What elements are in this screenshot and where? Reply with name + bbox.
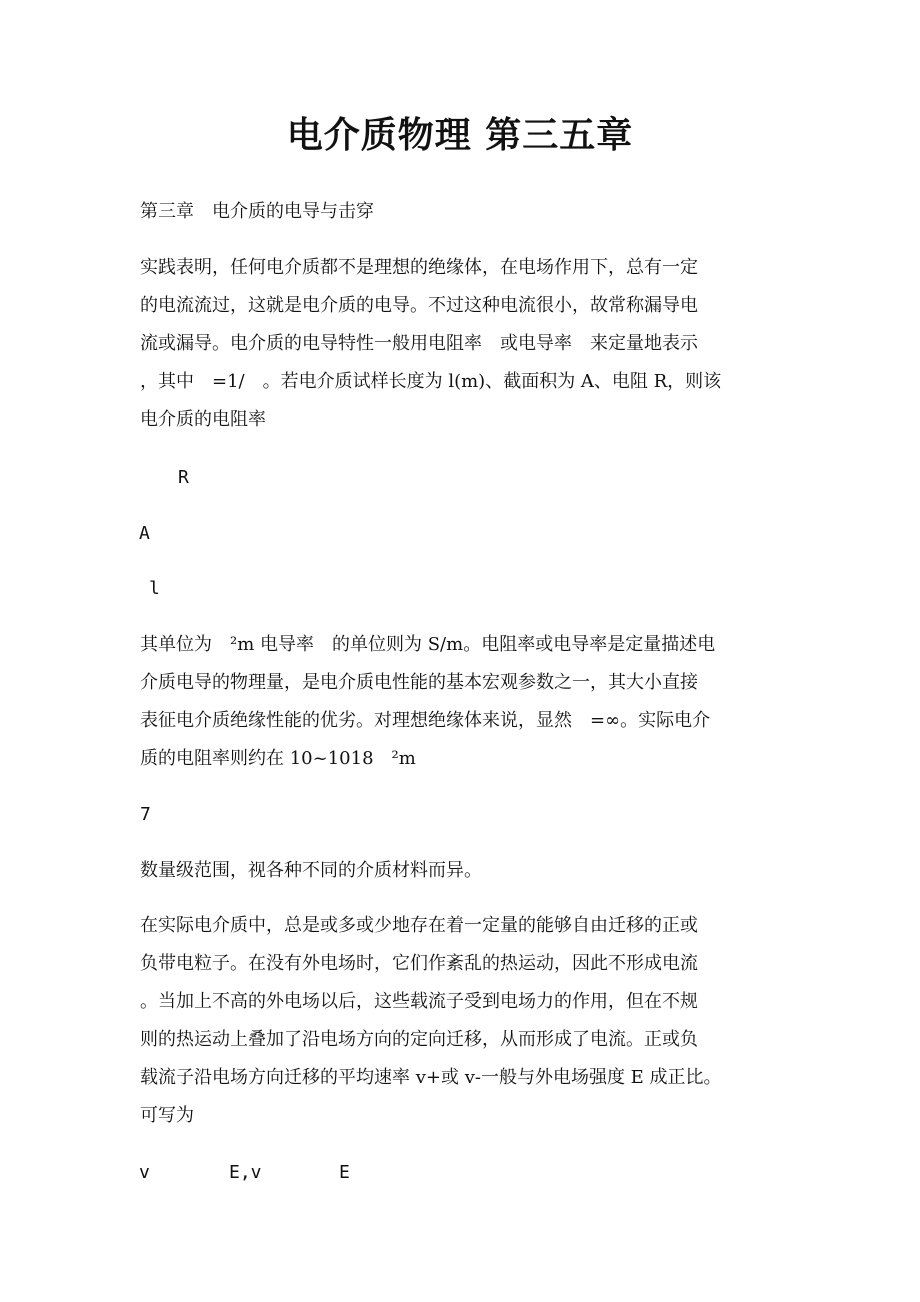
text-line: 表征电介质绝缘性能的优劣。对理想绝缘体来说，显然 =∞。实际电介 (140, 710, 711, 731)
text-line: 电介质的电阻率 (140, 409, 266, 430)
formula-resistance: R (178, 467, 189, 488)
text-line: 其单位为 ²m 电导率 的单位则为 S/m。电阻率或电导率是定量描述电 (140, 634, 716, 655)
text-line: 的电流流过，这就是电介质的电导。不过这种电流很小，故常称漏导电 (140, 295, 698, 316)
text-line: 实践表明，任何电介质都不是理想的绝缘体，在电场作用下，总有一定 (140, 257, 698, 278)
formula-field: E (339, 1162, 350, 1183)
text-line: ，其中 =1/ 。若电介质试样长度为 l(m)、截面积为 A、电阻 R，则该 (140, 371, 722, 392)
text-line: 质的电阻率则约在 10~1018 ²m (140, 748, 416, 769)
formula-length: l (149, 578, 160, 599)
formula-velocity: v (139, 1162, 150, 1183)
text-line: 载流子沿电场方向迁移的平均速率 v+或 v-一般与外电场强度 E 成正比。 (140, 1067, 722, 1088)
text-line: 可写为 (140, 1105, 194, 1126)
text-line: 流或漏导。电介质的电导特性一般用电阻率 或电导率 来定量地表示 (140, 333, 698, 354)
exponent-value: 7 (140, 804, 151, 825)
formula-field-velocity: E,v (229, 1162, 262, 1183)
text-line: 负带电粒子。在没有外电场时，它们作紊乱的热运动，因此不形成电流 (140, 953, 698, 974)
text-line: 则的热运动上叠加了沿电场方向的定向迁移，从而形成了电流。正或负 (140, 1029, 698, 1050)
document-title: 电介质物理 第三五章 (286, 115, 634, 156)
chapter-heading: 第三章 电介质的电导与击穿 (140, 201, 374, 222)
text-line: 在实际电介质中，总是或多或少地存在着一定量的能够自由迁移的正或 (140, 915, 698, 936)
paragraph-range: 数量级范围，视各种不同的介质材料而异。 (140, 860, 482, 881)
text-line: 介质电导的物理量，是电介质电性能的基本宏观参数之一，其大小直接 (140, 672, 698, 693)
text-line: 。当加上不高的外电场以后，这些载流子受到电场力的作用，但在不规 (140, 991, 698, 1012)
formula-area: A (139, 523, 150, 544)
